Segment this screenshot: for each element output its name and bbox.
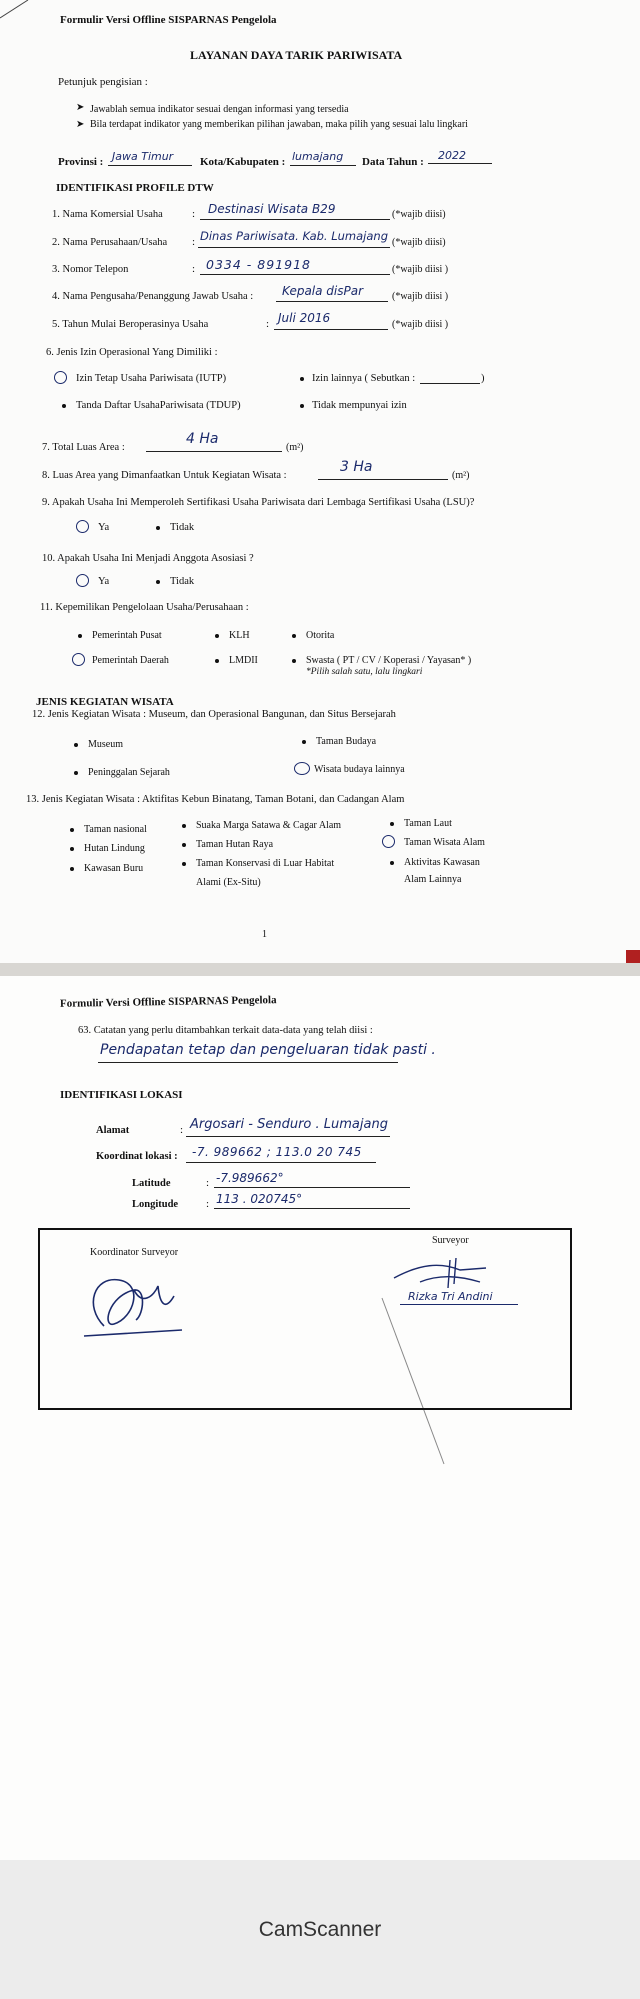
q13-option: Suaka Marga Satawa & Cagar Alam xyxy=(196,820,342,831)
q13-option: Alam Lainnya xyxy=(404,874,462,885)
tahun-label: Data Tahun : xyxy=(362,156,424,168)
bullet-icon xyxy=(292,659,296,663)
alamat-value: Argosari - Senduro . Lumajang xyxy=(190,1117,388,1132)
q63-label: 63. Catatan yang perlu ditambahkan terkait data-data yang telah diisi : xyxy=(78,1025,373,1036)
arrow-bullet-icon: ➤ xyxy=(76,102,85,113)
arrow-bullet-icon: ➤ xyxy=(76,119,85,130)
tahun-line xyxy=(428,163,492,164)
q8-label: 8. Luas Area yang Dimanfaatkan Untuk Kegiatan Wisata : xyxy=(42,470,287,481)
q12-option: Museum xyxy=(88,739,123,750)
q9-tidak: Tidak xyxy=(170,522,195,533)
page-corner-mark xyxy=(0,0,40,20)
bullet-icon xyxy=(292,634,296,638)
q11-option: Swasta ( PT / CV / Koperasi / Yayasan* ) xyxy=(306,655,472,666)
q11-option: Otorita xyxy=(306,630,335,641)
bullet-icon xyxy=(74,771,78,775)
surveyor-label: Surveyor xyxy=(432,1235,469,1246)
q11-note: *Pilih salah satu, lalu lingkari xyxy=(306,667,423,677)
selected-circle-icon xyxy=(76,520,89,533)
bullet-icon xyxy=(182,862,186,866)
q6-option-none: Tidak mempunyai izin xyxy=(312,400,407,411)
q12-option: Taman Budaya xyxy=(316,736,377,747)
q12-option: Peninggalan Sejarah xyxy=(88,767,170,778)
q2-value: Dinas Pariwisata. Kab. Lumajang xyxy=(200,229,389,243)
selected-circle-icon xyxy=(294,762,310,775)
bullet-icon xyxy=(70,867,74,871)
q1-wajib: (*wajib diisi) xyxy=(392,209,446,220)
q11-option: LMDII xyxy=(229,655,258,666)
q4-wajib: (*wajib diisi ) xyxy=(392,291,449,302)
section-lokasi: IDENTIFIKASI LOKASI xyxy=(60,1089,183,1101)
koordinat-value: -7. 989662 ; 113.0 20 745 xyxy=(192,1145,362,1159)
q13-option: Aktivitas Kawasan xyxy=(404,857,480,868)
selected-circle-icon xyxy=(382,835,395,848)
section-profile: IDENTIFIKASI PROFILE DTW xyxy=(56,182,214,194)
selected-circle-icon xyxy=(76,574,89,587)
latitude-value: -7.989662° xyxy=(216,1171,284,1185)
surveyor-signature xyxy=(390,1254,500,1294)
q1-value: Destinasi Wisata B29 xyxy=(208,202,336,216)
q5-value: Juli 2016 xyxy=(278,311,331,325)
bullet-icon xyxy=(70,828,74,832)
q13-option: Taman Konservasi di Luar Habitat xyxy=(196,858,335,869)
bullet-icon xyxy=(70,847,74,851)
bullet-icon xyxy=(300,377,304,381)
page-header: Formulir Versi Offline SISPARNAS Pengelola xyxy=(59,994,277,1010)
section-kegiatan: JENIS KEGIATAN WISATA xyxy=(36,696,174,708)
q10-ya: Ya xyxy=(98,576,110,587)
q11-option: KLH xyxy=(229,630,250,641)
provinsi-label: Provinsi : xyxy=(58,156,104,168)
q11-label: 11. Kepemilikan Pengelolaan Usaha/Perusahaan : xyxy=(40,602,249,613)
bullet-icon xyxy=(390,822,394,826)
q13-option: Kawasan Buru xyxy=(84,863,144,874)
selected-circle-icon xyxy=(54,371,67,384)
q13-label: 13. Jenis Kegiatan Wisata : Aktifitas Kebun Binatang, Taman Botani, dan Cadangan Alam xyxy=(26,794,405,805)
q3-value: 0334 - 891918 xyxy=(206,257,311,272)
kota-line xyxy=(290,165,356,166)
q5-wajib: (*wajib diisi ) xyxy=(392,319,449,330)
alamat-label: Alamat xyxy=(96,1125,130,1136)
bullet-icon xyxy=(300,404,304,408)
bullet-icon xyxy=(156,580,160,584)
q7-label: 7. Total Luas Area : xyxy=(42,442,125,453)
bullet-icon xyxy=(62,404,66,408)
q1-label: 1. Nama Komersial Usaha xyxy=(52,209,163,220)
page-title: LAYANAN DAYA TARIK PARIWISATA xyxy=(190,48,403,62)
q2-wajib: (*wajib diisi) xyxy=(392,237,446,248)
page-edge-marker xyxy=(626,950,640,963)
instructions-label: Petunjuk pengisian : xyxy=(58,76,148,88)
q7-value: 4 Ha xyxy=(186,431,219,447)
q13-option: Taman Hutan Raya xyxy=(196,839,274,850)
q4-value: Kepala disPar xyxy=(282,284,364,298)
koordinator-label: Koordinator Surveyor xyxy=(90,1247,179,1258)
bullet-icon xyxy=(390,861,394,865)
q13-option: Alami (Ex-Situ) xyxy=(196,877,261,888)
q13-option: Taman Wisata Alam xyxy=(404,837,485,848)
bullet-icon xyxy=(156,526,160,530)
q3-wajib: (*wajib diisi ) xyxy=(392,264,449,275)
longitude-label: Longitude xyxy=(132,1199,179,1210)
kota-value: lumajang xyxy=(292,150,344,163)
page-header: Formulir Versi Offline SISPARNAS Pengelola xyxy=(60,14,277,26)
koordinat-label: Koordinat lokasi : xyxy=(96,1151,178,1162)
q7-unit: (m²) xyxy=(286,442,304,453)
latitude-label: Latitude xyxy=(132,1178,171,1189)
kota-label: Kota/Kabupaten : xyxy=(200,156,286,168)
q13-option: Taman nasional xyxy=(84,824,147,835)
q13-option: Hutan Lindung xyxy=(84,843,145,854)
provinsi-value: Jawa Timur xyxy=(112,150,174,163)
tahun-value: 2022 xyxy=(438,149,466,162)
bullet-icon xyxy=(182,843,186,847)
longitude-value: 113 . 020745° xyxy=(216,1192,303,1206)
q4-label: 4. Nama Pengusaha/Penanggung Jawab Usaha : xyxy=(52,291,254,302)
q63-value: Pendapatan tetap dan pengeluaran tidak pasti . xyxy=(100,1042,436,1058)
page-number: 1 xyxy=(262,929,267,940)
selected-circle-icon xyxy=(72,653,85,666)
q2-label: 2. Nama Perusahaan/Usaha xyxy=(52,237,168,248)
q11-option: Pemerintah Daerah xyxy=(92,655,169,666)
q12-option: Wisata budaya lainnya xyxy=(314,764,405,775)
q5-label: 5. Tahun Mulai Beroperasinya Usaha xyxy=(52,319,209,330)
bullet-icon xyxy=(215,634,219,638)
q12-label: 12. Jenis Kegiatan Wisata : Museum, dan Operasional Bangunan, dan Situs Bersejarah xyxy=(32,709,396,720)
bullet-icon xyxy=(78,634,82,638)
q8-unit: (m²) xyxy=(452,470,470,481)
bullet-icon xyxy=(182,824,186,828)
instruction-2: Bila terdapat indikator yang memberikan pilihan jawaban, maka pilih yang sesuai lalu lingkari xyxy=(90,119,468,130)
q8-value: 3 Ha xyxy=(340,459,373,475)
q6-option-iutp: Izin Tetap Usaha Pariwisata (IUTP) xyxy=(76,373,227,384)
signature-box xyxy=(38,1228,572,1410)
q10-tidak: Tidak xyxy=(170,576,195,587)
coordinator-signature xyxy=(74,1266,194,1346)
instruction-1: Jawablah semua indikator sesuai dengan informasi yang tersedia xyxy=(90,104,349,115)
scanner-footer xyxy=(0,1860,640,1999)
q13-option: Taman Laut xyxy=(404,818,452,829)
q9-ya: Ya xyxy=(98,522,110,533)
page-separator xyxy=(0,963,640,976)
provinsi-line xyxy=(108,165,192,166)
surveyor-name: Rizka Tri Andini xyxy=(408,1290,493,1303)
q6-label: 6. Jenis Izin Operasional Yang Dimiliki : xyxy=(46,347,218,358)
document-page-1: Formulir Versi Offline SISPARNAS Pengelola LAYANAN DAYA TARIK PARIWISATA Petunjuk pengisian : ➤ Jawablah semua indikator sesuai dengan informasi yang tersedia ➤ Bila terdapat indikator yang memberikan pilihan jawaban, maka pilih yang sesuai lalu lingkari Provinsi : Jawa Timur Kota/Kabupaten : lumajang Data Tahun : 2022 IDENTIFIKASI PROFILE DTW 1. Nama Komersial Usaha : Destinasi Wisata B29 (*wajib diisi) 2. Nama Perusahaan/Usaha : Dinas Pariwisata. Kab. Lumajang (*wajib diisi) 3. Nomor Telepon : 0334 - 891918 (*wajib diisi ) 4. Nama Pengusaha/Penanggung Jawab Usaha : Kepala disPar (*wajib diisi ) 5. Tahun Mulai Beroperasinya Usaha : Juli 2016 (*wajib diisi ) 6. Jenis Izin Operasional Yang Dimiliki : Izin Tetap Usaha Pariwisata (IUTP) Izin lainnya ( Sebutkan : ) Tanda Daftar UsahaPariwisata (TDUP) Tidak mempunyai izin 7. Total Luas Area : 4 Ha (m²) 8. Luas Area yang Dimanfaatkan Untuk Kegiatan Wisata : 3 Ha (m²) 9. Apakah Usaha Ini Memperoleh Sertifikasi Usaha Pariwisata dari Lembaga Sertifikasi Usaha (LSU)? Ya Tidak 10. Apakah Usaha Ini Menjadi Anggota Asosiasi ? Ya Tidak 11. Kepemilikan Pengelolaan Usaha/Perusahaan : Pemerintah Pusat KLH Otorita Pemerintah Daerah LMDII Swasta ( PT / CV / Koperasi / Yayasan* ) *Pilih salah satu, lalu lingkari JENIS KEGIATAN WISATA 12. Jenis Kegiatan Wisata : Museum, dan Operasional Bangunan, dan Situs Bersejarah Museum Taman Budaya Peninggalan Sejarah Wisata budaya lainnya 13. Jenis Kegiatan Wisata : Aktifitas Kebun Binatang, Taman Botani, dan Cadangan Alam Taman nasional Suaka Marga Satawa & Cagar Alam Taman Laut Hutan Lindung Taman Hutan Raya Taman Wisata Alam Kawasan Buru Taman Konservasi di Luar Habitat Alami (Ex-Situ) Aktivitas Kawasan Alam Lainnya 1 xyxy=(0,0,640,963)
q6-option-lainnya: Izin lainnya ( Sebutkan : xyxy=(312,373,416,384)
q11-option: Pemerintah Pusat xyxy=(92,630,162,641)
camscanner-brand: CamScanner xyxy=(258,1918,382,1941)
bullet-icon xyxy=(215,659,219,663)
q10-label: 10. Apakah Usaha Ini Menjadi Anggota Asosiasi ? xyxy=(42,553,254,564)
bullet-icon xyxy=(302,740,306,744)
q9-label: 9. Apakah Usaha Ini Memperoleh Sertifikasi Usaha Pariwisata dari Lembaga Sertifikasi Usaha (LSU)? xyxy=(42,497,475,508)
q6-option-tdup: Tanda Daftar UsahaPariwisata (TDUP) xyxy=(76,400,241,411)
bullet-icon xyxy=(74,743,78,747)
q3-label: 3. Nomor Telepon xyxy=(52,264,129,275)
document-page-2: Formulir Versi Offline SISPARNAS Pengelola 63. Catatan yang perlu ditambahkan terkait data-data yang telah diisi : Pendapatan tetap dan pengeluaran tidak pasti . IDENTIFIKASI LOKASI Alamat : Argosari - Senduro . Lumajang Koordinat lokasi : -7. 989662 ; 113.0 20 745 Latitude : -7.989662° Longitude : 113 . 020745° xyxy=(0,976,640,1860)
